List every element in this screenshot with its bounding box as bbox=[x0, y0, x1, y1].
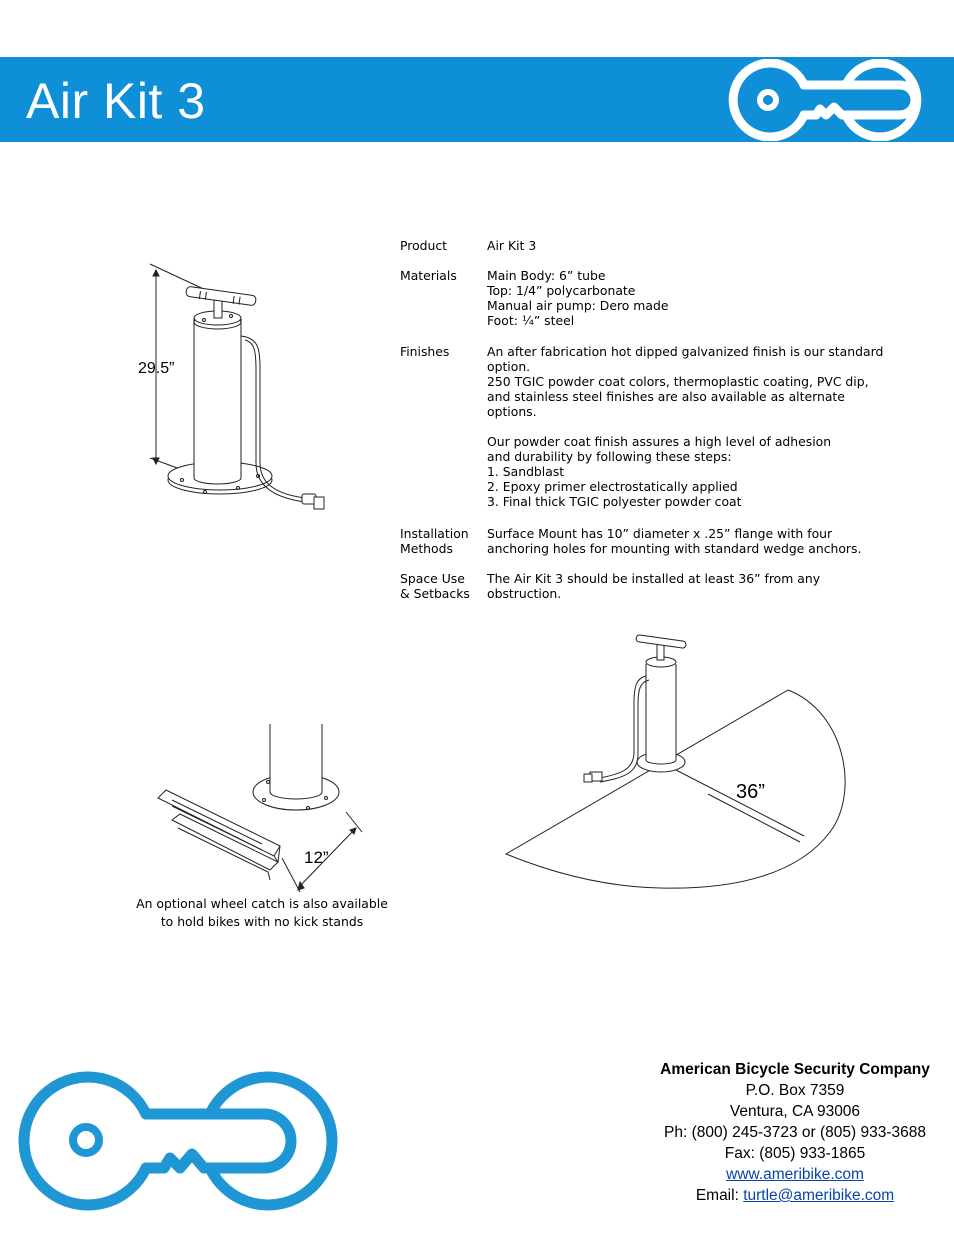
spec-value bbox=[487, 344, 907, 509]
company-name: American Bicycle Security Company bbox=[660, 1061, 930, 1078]
spec-value-line bbox=[487, 419, 907, 434]
fax-line: Fax: (805) 933-1865 bbox=[724, 1145, 866, 1162]
spec-value-line: Air Kit 3 bbox=[487, 238, 537, 253]
header-banner bbox=[0, 57, 954, 142]
spec-value-line: and stainless steel finishes are also available as alternate bbox=[487, 389, 845, 404]
spec-value-line: The Air Kit 3 should be installed at least 36” from any bbox=[487, 571, 821, 586]
wheel-catch-drawing bbox=[150, 720, 380, 902]
page-title: Air Kit 3 bbox=[26, 73, 206, 129]
spec-label-line: Installation bbox=[400, 526, 469, 541]
spec-value-line: anchoring holes for mounting with standard wedge anchors. bbox=[487, 541, 862, 556]
email-link[interactable]: turtle@ameribike.com bbox=[743, 1187, 895, 1204]
pump-elevation-drawing bbox=[130, 258, 370, 528]
setback-radius-drawing bbox=[500, 632, 860, 894]
email-label: Email: bbox=[695, 1187, 744, 1204]
spec-value-line: Manual air pump: Dero made bbox=[487, 298, 669, 313]
spec-label bbox=[400, 571, 484, 601]
spec-label-line: Product bbox=[400, 238, 448, 253]
phone-line: Ph: (800) 245-3723 or (805) 933-3688 bbox=[664, 1124, 926, 1141]
spec-label bbox=[400, 238, 484, 253]
spec-value-line: Surface Mount has 10” diameter x .25” flange with four bbox=[487, 526, 833, 541]
spec-label-line: Materials bbox=[400, 268, 457, 283]
spec-label bbox=[400, 526, 484, 556]
spec-label-line: Methods bbox=[400, 541, 453, 556]
catch-dimension-label: 12” bbox=[304, 848, 329, 867]
spec-value-line: obstruction. bbox=[487, 586, 562, 601]
spec-value-line: and durability by following these steps: bbox=[487, 449, 732, 464]
spec-label-line: Finishes bbox=[400, 344, 450, 359]
spec-value-line: Top: 1/4” polycarbonate bbox=[487, 283, 636, 298]
spec-value-line: Our powder coat finish assures a high level of adhesion bbox=[487, 434, 832, 449]
address-line-1: P.O. Box 7359 bbox=[745, 1082, 845, 1099]
spec-value-line: 1. Sandblast bbox=[487, 464, 565, 479]
spec-value-line: 250 TGIC powder coat colors, thermoplastic coating, PVC dip, bbox=[487, 374, 869, 389]
caption-line: An optional wheel catch is also available bbox=[136, 896, 388, 911]
website-link[interactable]: www.ameribike.com bbox=[726, 1166, 864, 1183]
spec-label-line: & Setbacks bbox=[400, 586, 470, 601]
caption-line: to hold bikes with no kick stands bbox=[160, 914, 364, 929]
spec-value bbox=[487, 268, 907, 328]
spec-value-line: 2. Epoxy primer electrostatically applied bbox=[487, 479, 738, 494]
spec-value-line: Main Body: 6” tube bbox=[487, 268, 606, 283]
height-dimension-label: 29.5” bbox=[138, 360, 175, 377]
spec-value-line: An after fabrication hot dipped galvanized finish is our standard bbox=[487, 344, 884, 359]
address-line-2: Ventura, CA 93006 bbox=[729, 1103, 861, 1120]
spec-value bbox=[487, 526, 907, 556]
spec-value bbox=[487, 238, 907, 253]
spec-value-line: Foot: ¼” steel bbox=[487, 313, 575, 328]
key-chain-logo-icon bbox=[18, 1070, 338, 1212]
spec-value-line: options. bbox=[487, 404, 537, 419]
wheel-catch-caption bbox=[120, 895, 404, 931]
spec-value-line: option. bbox=[487, 359, 531, 374]
spec-label bbox=[400, 268, 484, 283]
spec-value-line: 3. Final thick TGIC polyester powder coat bbox=[487, 494, 742, 509]
setback-dimension-label: 36” bbox=[736, 781, 765, 803]
company-contact bbox=[640, 1059, 950, 1206]
spec-value bbox=[487, 571, 907, 601]
key-chain-logo-icon bbox=[722, 59, 928, 141]
spec-label-line: Space Use bbox=[400, 571, 465, 586]
spec-label bbox=[400, 344, 484, 359]
